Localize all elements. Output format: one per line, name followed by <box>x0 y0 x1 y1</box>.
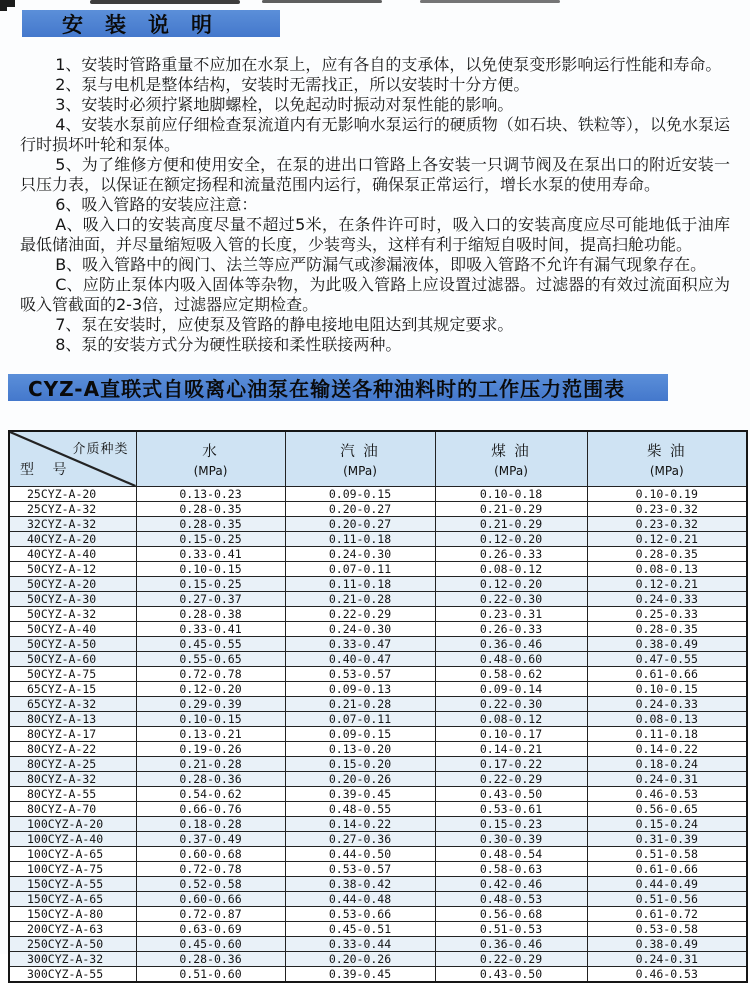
model-cell: 80CYZ-A-32 <box>9 772 136 787</box>
pressure-cell: 0.48-0.54 <box>435 847 587 862</box>
model-cell: 100CYZ-A-75 <box>9 862 136 877</box>
model-cell: 150CYZ-A-55 <box>9 877 136 892</box>
pressure-cell: 0.23-0.31 <box>435 607 587 622</box>
model-cell: 50CYZ-A-12 <box>9 562 136 577</box>
column-name: 煤 油 <box>491 444 531 460</box>
table-row <box>9 697 747 712</box>
pressure-cell: 0.38-0.49 <box>587 637 747 652</box>
pressure-cell: 0.13-0.20 <box>285 742 435 757</box>
column-unit: (MPa) <box>649 464 684 478</box>
pressure-cell: 0.23-0.32 <box>587 517 747 532</box>
pressure-cell: 0.20-0.26 <box>285 952 435 967</box>
pressure-cell: 0.48-0.55 <box>285 802 435 817</box>
table-row <box>9 937 747 952</box>
pressure-cell: 0.46-0.53 <box>587 967 747 983</box>
note-item: A、吸入口的安装高度尽量不超过5米，在条件许可时，吸入口的安装高度应尽可能地低于油库最低储油面，并尽量缩短吸入管的长度，少装弯头，这样有利于缩短自吸时间，提高扫舱功能。 <box>20 215 730 254</box>
pressure-cell: 0.12-0.20 <box>136 682 285 697</box>
pressure-cell: 0.43-0.50 <box>435 787 587 802</box>
table-row <box>9 787 747 802</box>
pressure-cell: 0.12-0.20 <box>435 532 587 547</box>
pressure-cell: 0.07-0.11 <box>285 562 435 577</box>
table-row <box>9 487 747 502</box>
table-row <box>9 652 747 667</box>
model-cell: 50CYZ-A-40 <box>9 622 136 637</box>
table-row <box>9 757 747 772</box>
pressure-cell: 0.54-0.62 <box>136 787 285 802</box>
pressure-cell: 0.61-0.66 <box>587 862 747 877</box>
pressure-cell: 0.22-0.30 <box>435 697 587 712</box>
pressure-cell: 0.58-0.62 <box>435 667 587 682</box>
pressure-cell: 0.21-0.28 <box>285 697 435 712</box>
pressure-cell: 0.61-0.66 <box>587 667 747 682</box>
pressure-cell: 0.40-0.47 <box>285 652 435 667</box>
pressure-cell: 0.56-0.65 <box>587 802 747 817</box>
model-cell: 50CYZ-A-75 <box>9 667 136 682</box>
pressure-cell: 0.28-0.35 <box>136 502 285 517</box>
pressure-cell: 0.15-0.25 <box>136 577 285 592</box>
section-title: 安装说明 <box>62 12 234 37</box>
pressure-cell: 0.22-0.30 <box>435 592 587 607</box>
pressure-cell: 0.10-0.17 <box>435 727 587 742</box>
pressure-cell: 0.51-0.58 <box>587 847 747 862</box>
note-item: B、吸入管路中的阀门、法兰等应严防漏气或渗漏液体，即吸入管路不允许有漏气现象存在。 <box>55 255 707 274</box>
pressure-cell: 0.14-0.21 <box>435 742 587 757</box>
pressure-cell: 0.33-0.41 <box>136 622 285 637</box>
pressure-cell: 0.24-0.30 <box>285 622 435 637</box>
pressure-cell: 0.30-0.39 <box>435 832 587 847</box>
pressure-cell: 0.24-0.30 <box>285 547 435 562</box>
pressure-cell: 0.36-0.46 <box>435 937 587 952</box>
pressure-cell: 0.08-0.12 <box>435 712 587 727</box>
table-row <box>9 862 747 877</box>
pressure-cell: 0.10-0.15 <box>136 712 285 727</box>
pressure-cell: 0.66-0.76 <box>136 802 285 817</box>
pressure-cell: 0.10-0.15 <box>136 562 285 577</box>
pressure-cell: 0.11-0.18 <box>285 577 435 592</box>
column-unit: (MPa) <box>343 464 377 478</box>
model-cell: 250CYZ-A-50 <box>9 937 136 952</box>
pressure-cell: 0.10-0.18 <box>435 487 587 502</box>
pressure-cell: 0.31-0.39 <box>587 832 747 847</box>
pressure-cell: 0.38-0.42 <box>285 877 435 892</box>
pressure-cell: 0.44-0.50 <box>285 847 435 862</box>
pressure-cell: 0.11-0.18 <box>285 532 435 547</box>
table-title-banner <box>8 374 668 401</box>
pressure-cell: 0.20-0.27 <box>285 502 435 517</box>
pressure-cell: 0.26-0.33 <box>435 547 587 562</box>
pressure-cell: 0.12-0.20 <box>435 577 587 592</box>
pressure-cell: 0.45-0.51 <box>285 922 435 937</box>
pressure-cell: 0.08-0.13 <box>587 562 747 577</box>
pressure-cell: 0.15-0.24 <box>587 817 747 832</box>
pressure-cell: 0.25-0.33 <box>587 607 747 622</box>
pressure-cell: 0.39-0.45 <box>285 787 435 802</box>
pressure-cell: 0.33-0.41 <box>136 547 285 562</box>
model-cell: 65CYZ-A-15 <box>9 682 136 697</box>
pressure-cell: 0.19-0.26 <box>136 742 285 757</box>
pressure-cell: 0.72-0.78 <box>136 862 285 877</box>
pressure-cell: 0.43-0.50 <box>435 967 587 983</box>
pressure-cell: 0.07-0.11 <box>285 712 435 727</box>
pressure-cell: 0.44-0.49 <box>587 877 747 892</box>
pressure-cell: 0.61-0.72 <box>587 907 747 922</box>
model-cell: 100CYZ-A-65 <box>9 847 136 862</box>
pressure-cell: 0.28-0.35 <box>587 547 747 562</box>
pressure-cell: 0.51-0.56 <box>587 892 747 907</box>
model-cell: 25CYZ-A-32 <box>9 502 136 517</box>
table-row <box>9 952 747 967</box>
model-cell: 40CYZ-A-40 <box>9 547 136 562</box>
column-name: 水 <box>202 444 219 460</box>
model-cell: 200CYZ-A-63 <box>9 922 136 937</box>
pressure-cell: 0.53-0.57 <box>285 862 435 877</box>
table-row <box>9 907 747 922</box>
table-row <box>9 547 747 562</box>
table-row <box>9 562 747 577</box>
pressure-cell: 0.24-0.31 <box>587 772 747 787</box>
pressure-cell: 0.28-0.35 <box>587 622 747 637</box>
note-item: 7、泵在安装时，应使泵及管路的静电接地电阻达到其规定要求。 <box>55 315 514 334</box>
section-title-banner <box>22 10 280 37</box>
table-row <box>9 577 747 592</box>
note-item: 6、吸入管路的安装应注意： <box>55 195 258 214</box>
pressure-cell: 0.24-0.33 <box>587 592 747 607</box>
pressure-cell: 0.18-0.24 <box>587 757 747 772</box>
pressure-cell: 0.11-0.18 <box>587 727 747 742</box>
pressure-cell: 0.53-0.61 <box>435 802 587 817</box>
pressure-cell: 0.45-0.60 <box>136 937 285 952</box>
pressure-cell: 0.27-0.37 <box>136 592 285 607</box>
table-row <box>9 637 747 652</box>
note-item: C、应防止泵体内吸入固体等杂物，为此吸入管路上应设置过滤器。过滤器的有效过流面积应为吸入管截面的2-3倍，过滤器应定期检查。 <box>20 275 730 314</box>
table-row <box>9 877 747 892</box>
scan-artifact <box>90 0 240 4</box>
pressure-cell: 0.37-0.49 <box>136 832 285 847</box>
pressure-cell: 0.10-0.15 <box>587 682 747 697</box>
table-row <box>9 817 747 832</box>
pressure-cell: 0.09-0.14 <box>435 682 587 697</box>
table-row <box>9 532 747 547</box>
model-cell: 300CYZ-A-55 <box>9 967 136 983</box>
pressure-cell: 0.44-0.48 <box>285 892 435 907</box>
pressure-cell: 0.09-0.15 <box>285 727 435 742</box>
scan-artifact <box>0 0 15 7</box>
pressure-cell: 0.12-0.21 <box>587 532 747 547</box>
model-cell: 65CYZ-A-32 <box>9 697 136 712</box>
pressure-cell: 0.63-0.69 <box>136 922 285 937</box>
pressure-cell: 0.14-0.22 <box>587 742 747 757</box>
pressure-cell: 0.72-0.78 <box>136 667 285 682</box>
column-header-gasoline <box>285 431 435 487</box>
pressure-cell: 0.24-0.33 <box>587 697 747 712</box>
note-item: 3、安装时必须拧紧地脚螺栓，以免起动时振动对泵性能的影响。 <box>55 95 514 114</box>
table-row <box>9 802 747 817</box>
pressure-cell: 0.38-0.49 <box>587 937 747 952</box>
column-name: 柴 油 <box>646 444 687 460</box>
pressure-table <box>8 430 748 983</box>
model-cell: 150CYZ-A-80 <box>9 907 136 922</box>
pressure-cell: 0.28-0.35 <box>136 517 285 532</box>
column-unit: (MPa) <box>193 464 228 478</box>
note-item: 5、为了维修方便和使用安全，在泵的进出口管路上各安装一只调节阀及在泵出口的附近安装一只压力表，以保证在额定扬程和流量范围内运行，确保泵正常运行，增长水泵的使用寿命。 <box>20 155 730 194</box>
table-row <box>9 742 747 757</box>
model-cell: 150CYZ-A-65 <box>9 892 136 907</box>
corner-label-model: 型 号 <box>20 462 74 478</box>
installation-notes <box>20 55 730 355</box>
pressure-cell: 0.18-0.28 <box>136 817 285 832</box>
column-name: 汽 油 <box>340 444 380 460</box>
pressure-cell: 0.21-0.29 <box>435 502 587 517</box>
pressure-cell: 0.51-0.60 <box>136 967 285 983</box>
pressure-cell: 0.17-0.22 <box>435 757 587 772</box>
pressure-cell: 0.56-0.68 <box>435 907 587 922</box>
pressure-cell: 0.08-0.12 <box>435 562 587 577</box>
pressure-cell: 0.26-0.33 <box>435 622 587 637</box>
model-cell: 80CYZ-A-70 <box>9 802 136 817</box>
note-item: 2、泵与电机是整体结构，安装时无需找正，所以安装时十分方便。 <box>55 75 530 94</box>
table-row <box>9 922 747 937</box>
pressure-cell: 0.21-0.28 <box>136 757 285 772</box>
pressure-cell: 0.28-0.36 <box>136 772 285 787</box>
model-cell: 40CYZ-A-20 <box>9 532 136 547</box>
pressure-cell: 0.29-0.39 <box>136 697 285 712</box>
pressure-cell: 0.21-0.28 <box>285 592 435 607</box>
note-item: 4、安装水泵前应仔细检查泵流道内有无影响水泵运行的硬质物（如石块、铁粒等），以免水泵运行时损坏叶轮和泵体。 <box>20 115 730 154</box>
pressure-cell: 0.28-0.36 <box>136 952 285 967</box>
model-cell: 80CYZ-A-17 <box>9 727 136 742</box>
pressure-cell: 0.48-0.60 <box>435 652 587 667</box>
pressure-cell: 0.15-0.25 <box>136 532 285 547</box>
pressure-cell: 0.47-0.55 <box>587 652 747 667</box>
pressure-cell: 0.51-0.53 <box>435 922 587 937</box>
pressure-cell: 0.53-0.58 <box>587 922 747 937</box>
pressure-cell: 0.08-0.13 <box>587 712 747 727</box>
pressure-cell: 0.10-0.19 <box>587 487 747 502</box>
pressure-cell: 0.13-0.23 <box>136 487 285 502</box>
table-row <box>9 607 747 622</box>
model-cell: 100CYZ-A-40 <box>9 832 136 847</box>
table-row <box>9 772 747 787</box>
pressure-cell: 0.13-0.21 <box>136 727 285 742</box>
pressure-cell: 0.53-0.57 <box>285 667 435 682</box>
pressure-cell: 0.12-0.21 <box>587 577 747 592</box>
pressure-cell: 0.60-0.66 <box>136 892 285 907</box>
table-row <box>9 667 747 682</box>
model-cell: 80CYZ-A-25 <box>9 757 136 772</box>
model-cell: 80CYZ-A-13 <box>9 712 136 727</box>
corner-label-medium: 介质种类 <box>72 442 129 457</box>
pressure-cell: 0.58-0.63 <box>435 862 587 877</box>
model-cell: 80CYZ-A-22 <box>9 742 136 757</box>
pressure-cell: 0.22-0.29 <box>285 607 435 622</box>
table-row <box>9 892 747 907</box>
pressure-cell: 0.23-0.32 <box>587 502 747 517</box>
pressure-cell: 0.33-0.47 <box>285 637 435 652</box>
model-cell: 300CYZ-A-32 <box>9 952 136 967</box>
model-cell: 80CYZ-A-55 <box>9 787 136 802</box>
pressure-cell: 0.09-0.15 <box>285 487 435 502</box>
table-row <box>9 682 747 697</box>
model-cell: 25CYZ-A-20 <box>9 487 136 502</box>
pressure-cell: 0.28-0.38 <box>136 607 285 622</box>
scan-artifact <box>0 7 7 11</box>
table-row <box>9 502 747 517</box>
table-header-row <box>9 431 747 487</box>
table-row <box>9 622 747 637</box>
pressure-cell: 0.21-0.29 <box>435 517 587 532</box>
column-unit: (MPa) <box>494 464 528 478</box>
table-title: CYZ-A直联式自吸离心油泵在输送各种油料时的工作压力范围表 <box>28 377 626 401</box>
pressure-cell: 0.27-0.36 <box>285 832 435 847</box>
pressure-cell: 0.20-0.27 <box>285 517 435 532</box>
pressure-cell: 0.55-0.65 <box>136 652 285 667</box>
table-row <box>9 727 747 742</box>
pressure-cell: 0.22-0.29 <box>435 772 587 787</box>
scan-artifact <box>420 0 560 3</box>
pressure-cell: 0.42-0.46 <box>435 877 587 892</box>
pressure-cell: 0.72-0.87 <box>136 907 285 922</box>
pressure-cell: 0.46-0.53 <box>587 787 747 802</box>
model-cell: 50CYZ-A-32 <box>9 607 136 622</box>
model-cell: 32CYZ-A-32 <box>9 517 136 532</box>
pressure-cell: 0.48-0.53 <box>435 892 587 907</box>
model-cell: 50CYZ-A-20 <box>9 577 136 592</box>
column-header-diesel <box>587 431 747 487</box>
table-row <box>9 712 747 727</box>
table-row <box>9 517 747 532</box>
table-row <box>9 847 747 862</box>
pressure-cell: 0.20-0.26 <box>285 772 435 787</box>
pressure-cell: 0.36-0.46 <box>435 637 587 652</box>
pressure-cell: 0.09-0.13 <box>285 682 435 697</box>
pressure-cell: 0.33-0.44 <box>285 937 435 952</box>
column-header-kerosene <box>435 431 587 487</box>
table-row <box>9 592 747 607</box>
pressure-cell: 0.52-0.58 <box>136 877 285 892</box>
pressure-cell: 0.15-0.20 <box>285 757 435 772</box>
table-row <box>9 832 747 847</box>
pressure-cell: 0.53-0.66 <box>285 907 435 922</box>
pressure-cell: 0.60-0.68 <box>136 847 285 862</box>
model-cell: 50CYZ-A-30 <box>9 592 136 607</box>
pressure-cell: 0.45-0.55 <box>136 637 285 652</box>
model-cell: 50CYZ-A-50 <box>9 637 136 652</box>
pressure-cell: 0.24-0.31 <box>587 952 747 967</box>
model-cell: 100CYZ-A-20 <box>9 817 136 832</box>
note-item: 8、泵的安装方式分为硬性联接和柔性联接两种。 <box>55 335 402 354</box>
scan-artifact <box>262 0 382 3</box>
note-item: 1、安装时管路重量不应加在水泵上，应有各自的支承体，以免使泵变形影响运行性能和寿命。 <box>55 55 722 74</box>
pressure-cell: 0.15-0.23 <box>435 817 587 832</box>
table-row <box>9 967 747 983</box>
pressure-cell: 0.39-0.45 <box>285 967 435 983</box>
column-header-water <box>136 431 285 487</box>
model-cell: 50CYZ-A-60 <box>9 652 136 667</box>
corner-cell <box>9 431 136 487</box>
pressure-cell: 0.14-0.22 <box>285 817 435 832</box>
pressure-cell: 0.22-0.29 <box>435 952 587 967</box>
